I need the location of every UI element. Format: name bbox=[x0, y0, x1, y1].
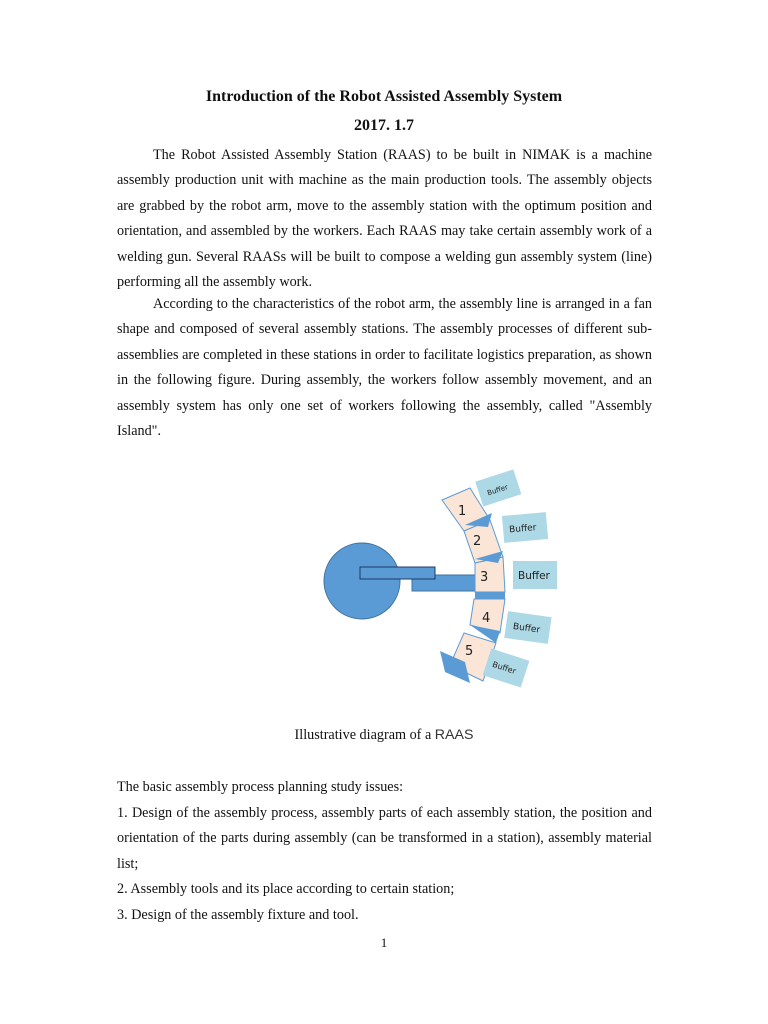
issue-item-2: 2. Assembly tools and its place according to certain station; bbox=[117, 881, 455, 897]
intro-paragraph: The Robot Assisted Assembly Station (RAAS) to be built in NIMAK is a machine assembly production unit with machine as the main production tools. The assembly objects are grabbed by the robot arm, move to the assembly station with the optimum position and orientation, and assembled by the workers. Each RAAS may take certain assembly work of a welding gun. Several RAASs will be built to compose a welding gun assembly system (line) performing all the assembly work. bbox=[117, 147, 652, 291]
buffer-1 bbox=[475, 469, 521, 506]
robot-base bbox=[324, 543, 400, 619]
station-label-2: 2 bbox=[473, 534, 482, 549]
buffer-3 bbox=[513, 561, 557, 589]
buffer-5 bbox=[483, 649, 530, 688]
station-label-3: 3 bbox=[480, 570, 489, 585]
figure-caption bbox=[0, 727, 768, 744]
raas-diagram bbox=[300, 455, 580, 695]
issue-item-3: 3. Design of the assembly fixture and tool. bbox=[117, 907, 359, 923]
buffer-label-1: Buffer bbox=[486, 483, 509, 498]
document-title: Introduction of the Robot Assisted Assembly System bbox=[205, 88, 563, 105]
document-date: 2017. 1.7 bbox=[354, 117, 414, 134]
station-label-1: 1 bbox=[458, 504, 467, 519]
buffer-label-2: Buffer bbox=[508, 523, 537, 536]
station-label-5: 5 bbox=[465, 644, 474, 659]
layout-paragraph: According to the characteristics of the robot arm, the assembly line is arranged in a fan shape and composed of several assembly stations. The assembly processes of different sub-assemblies are completed in these stations in order to facilitate logistics preparation, as shown in the following figure. During assembly, the workers follow assembly movement, and an assembly system has only one set of workers following the assembly, called "Assembly Island". bbox=[117, 296, 652, 440]
page-number: 1 bbox=[380, 935, 388, 950]
buffer-label-3: Buffer bbox=[518, 570, 550, 582]
station-label-4: 4 bbox=[482, 611, 491, 626]
caption-term: RAAS bbox=[434, 727, 474, 743]
divider-3 bbox=[475, 592, 505, 599]
robot-arm-upper bbox=[360, 567, 435, 579]
caption-text: Illustrative diagram of a bbox=[294, 727, 435, 743]
buffer-label-5: Buffer bbox=[491, 659, 518, 676]
issues-intro: The basic assembly process planning study issues: bbox=[117, 779, 404, 795]
buffer-2 bbox=[502, 512, 548, 543]
issue-item-1: 1. Design of the assembly process, assembly parts of each assembly station, the position and orientation of the parts during assembly (can be transformed in a station), assembly material list; bbox=[117, 805, 652, 872]
buffer-4 bbox=[504, 611, 551, 644]
buffer-label-4: Buffer bbox=[512, 621, 541, 636]
